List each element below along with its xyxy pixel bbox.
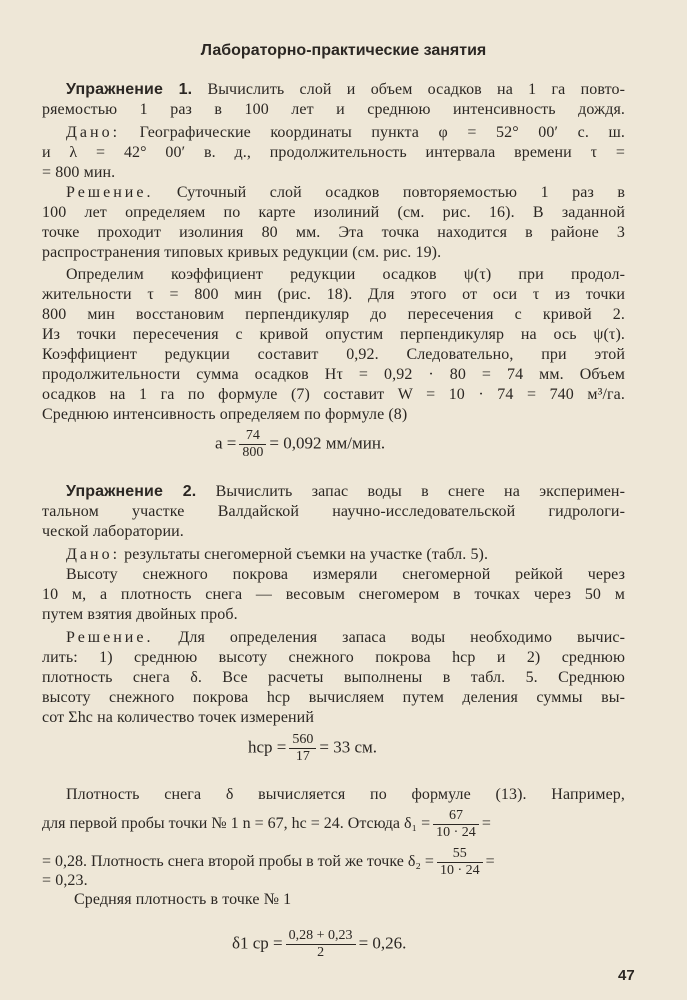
- ex1-line-15: продолжительности сумма осадков Hτ = 0,92 · 80 = 74 мм. Объем: [42, 366, 625, 383]
- fraction: $\frac{55}{10 \cdot 24}$: [437, 846, 483, 879]
- ex1-line-1: Упражнение 1. Вычислить слой и объем осадков на 1 га повто-: [66, 81, 625, 98]
- ex2-line-7: путем взятия двойных проб.: [42, 606, 238, 623]
- ex1-line-10: Определим коэффициент редукции осадков ψ(τ) при продол-: [66, 266, 625, 283]
- ex1-title: Упражнение 1.: [66, 81, 193, 98]
- fraction: $\frac{560}{17}$: [289, 732, 316, 765]
- ex1-line-8: точке проходит изолиния 80 мм. Эта точка находится в районе 3: [42, 224, 625, 241]
- ex1-line-4: и λ = 42° 00′ в. д., продолжительность интервала времени τ =: [42, 144, 625, 161]
- ex1-line-3: Дано: Географические координаты пункта φ = 52° 00′ с. ш.: [66, 124, 626, 141]
- ex1-given-label: Дано:: [66, 124, 121, 141]
- ex1-line-14: Коэффициент редукции составит 0,92. Следовательно, при этой: [42, 346, 625, 363]
- page-header: Лабораторно-практические занятия: [200, 42, 487, 59]
- ex2-line-2: тальном участке Валдайской научно-исследовательской гидрологи-: [42, 503, 625, 520]
- ex1-line-5: = 800 мин.: [42, 164, 116, 181]
- ex2-line-9: лить: 1) среднюю высоту снежного покрова hср и 2) среднюю: [42, 649, 625, 666]
- ex2-line-8: Решение. Для определения запаса воды необходимо вычис-: [66, 629, 625, 646]
- ex2-line-16: = 0,23.: [42, 872, 88, 889]
- ex1-line-13: Из точки пересечения с кривой опустим перпендикуляр на ось ψ(τ).: [42, 326, 625, 343]
- ex2-line-17: Средняя плотность в точке № 1: [74, 891, 292, 908]
- ex1-line-2: ряемостью 1 раз в 100 лет и среднюю интенсивность дождя.: [42, 101, 625, 118]
- ex2-line-4: Дано: результаты снегомерной съемки на участке (табл. 5).: [66, 546, 489, 563]
- ex2-line-10: плотность снега δ. Все расчеты выполнены в табл. 5. Среднюю: [42, 669, 625, 686]
- ex2-line-12: сот Σhс на количество точек измерений: [42, 709, 315, 726]
- ex1-line-6: Решение. Суточный слой осадков повторяемостью 1 раз в: [66, 184, 625, 201]
- ex2-line-3: ческой лаборатории.: [42, 523, 184, 540]
- ex2-line-11: высоту снежного покрова hср вычисляем путем деления суммы вы-: [42, 689, 625, 706]
- fraction: $\frac{74}{800}$: [239, 428, 266, 461]
- formula-intensity: a = $\frac{74}{800}$ = 0,092 мм/мин.: [215, 428, 386, 460]
- ex2-title: Упражнение 2.: [66, 483, 197, 500]
- ex2-line-6: 10 м, а плотность снега — весовым снегомером в точках через 50 м: [42, 586, 625, 603]
- ex1-line-17: Среднюю интенсивность определяем по формуле (8): [42, 406, 408, 423]
- ex2-line-5: Высоту снежного покрова измеряли снегомерной рейкой через: [66, 566, 625, 583]
- ex2-line-1: Упражнение 2. Вычислить запас воды в снеге на эксперимен-: [66, 483, 625, 500]
- ex2-line-13: Плотность снега δ вычисляется по формуле (13). Например,: [66, 786, 625, 803]
- ex1-line-9: распространения типовых кривых редукции (см. рис. 19).: [42, 244, 442, 261]
- ex1-line-12: 800 мин восстановим перпендикуляр до пересечения с кривой 2.: [42, 306, 625, 323]
- fraction: $\frac{67}{10 \cdot 24}$: [433, 808, 479, 841]
- formula-mean-density: δ1 ср = $\frac{0,28 + 0,23}{2}$ = 0,26.: [232, 928, 407, 960]
- ex2-solution-label: Решение.: [66, 629, 154, 646]
- ex1-line-16: осадков на 1 га по формуле (7) составит W = 10 · 74 = 740 м³/га.: [42, 386, 625, 403]
- ex1-line-7: 100 лет определяем по карте изолиний (см. рис. 16). В заданной: [42, 204, 625, 221]
- page-number: 47: [618, 967, 635, 984]
- formula-mean-height: hср = $\frac{560}{17}$ = 33 см.: [248, 732, 378, 764]
- ex1-line-11: жительности τ = 800 мин (рис. 18). Для этого от оси τ из точки: [42, 286, 625, 303]
- ex1-solution-label: Решение.: [66, 184, 154, 201]
- fraction: $\frac{0,28 + 0,23}{2}$: [286, 928, 356, 961]
- ex2-given-label: Дано:: [66, 546, 121, 563]
- ex2-line-14: для первой пробы точки № 1 n = 67, hс = 24. Отсюда δ₁ = $\frac{67}{10 \cdot 24}$ =: [42, 808, 491, 840]
- ex2-line-15: = 0,28. Плотность снега второй пробы в той же точке δ₂ = $\frac{55}{10 \cdot 24}$ =: [42, 846, 495, 878]
